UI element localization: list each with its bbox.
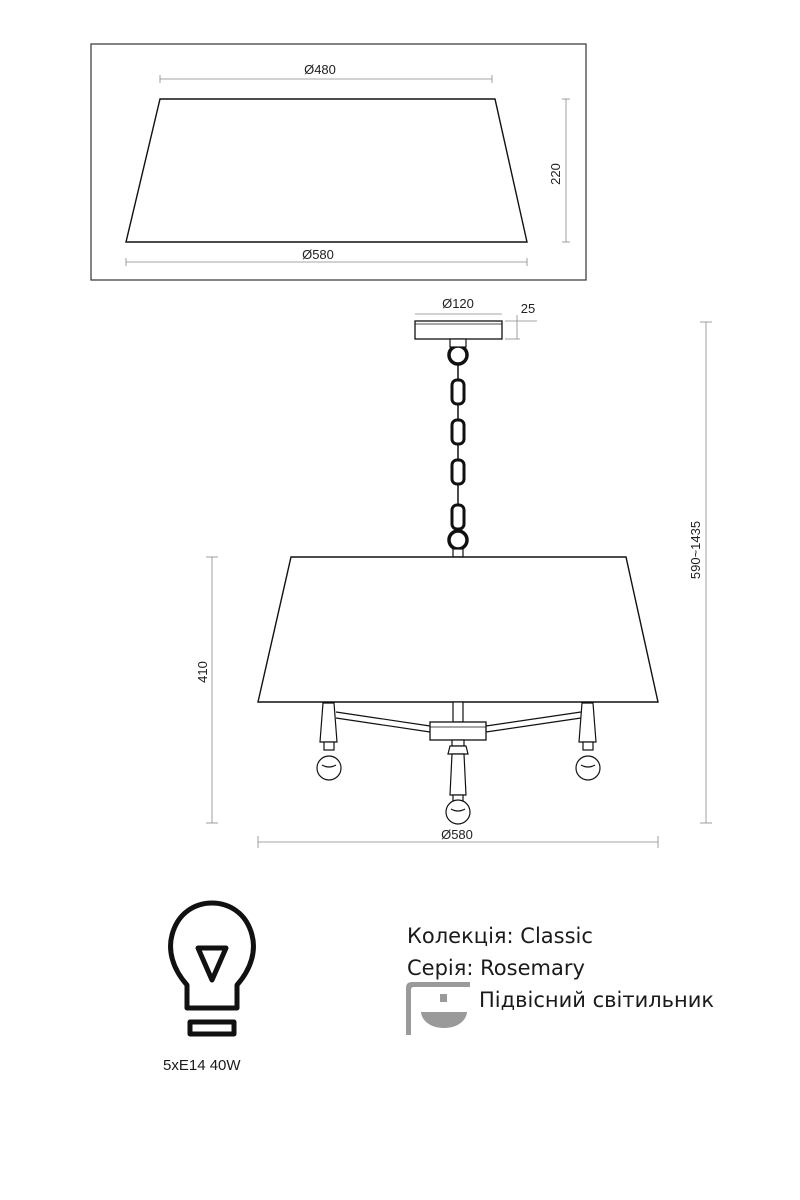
shade-detail-view — [91, 44, 586, 280]
pendant-front-view — [195, 296, 712, 848]
series-label: Серія: Rosemary — [407, 956, 585, 980]
right-candle — [576, 703, 600, 780]
light-bulb-icon — [171, 903, 254, 1034]
body-height-label: 410 — [195, 661, 210, 683]
shade-outline — [126, 99, 527, 242]
shade-height-label: 220 — [548, 163, 563, 185]
left-candle — [317, 703, 341, 780]
lamp-spec-label: 5xE14 40W — [163, 1057, 241, 1074]
shade-top-diameter-label: Ø480 — [304, 62, 336, 77]
shade-bottom-diameter-label: Ø580 — [302, 247, 334, 262]
canopy-height-label: 25 — [520, 301, 536, 316]
arm-hub — [430, 722, 486, 740]
collection-label: Колекція: Classic — [407, 924, 593, 948]
total-height-label: 590~1435 — [688, 520, 703, 580]
centre-candle — [446, 740, 470, 824]
pendant-lamp-icon — [406, 982, 470, 1035]
lamp-shade — [258, 557, 658, 702]
canopy-diameter-label: Ø120 — [442, 296, 474, 311]
fixture-type-label: Підвісний світильник — [479, 988, 715, 1012]
overall-diameter-label: Ø580 — [441, 827, 473, 842]
